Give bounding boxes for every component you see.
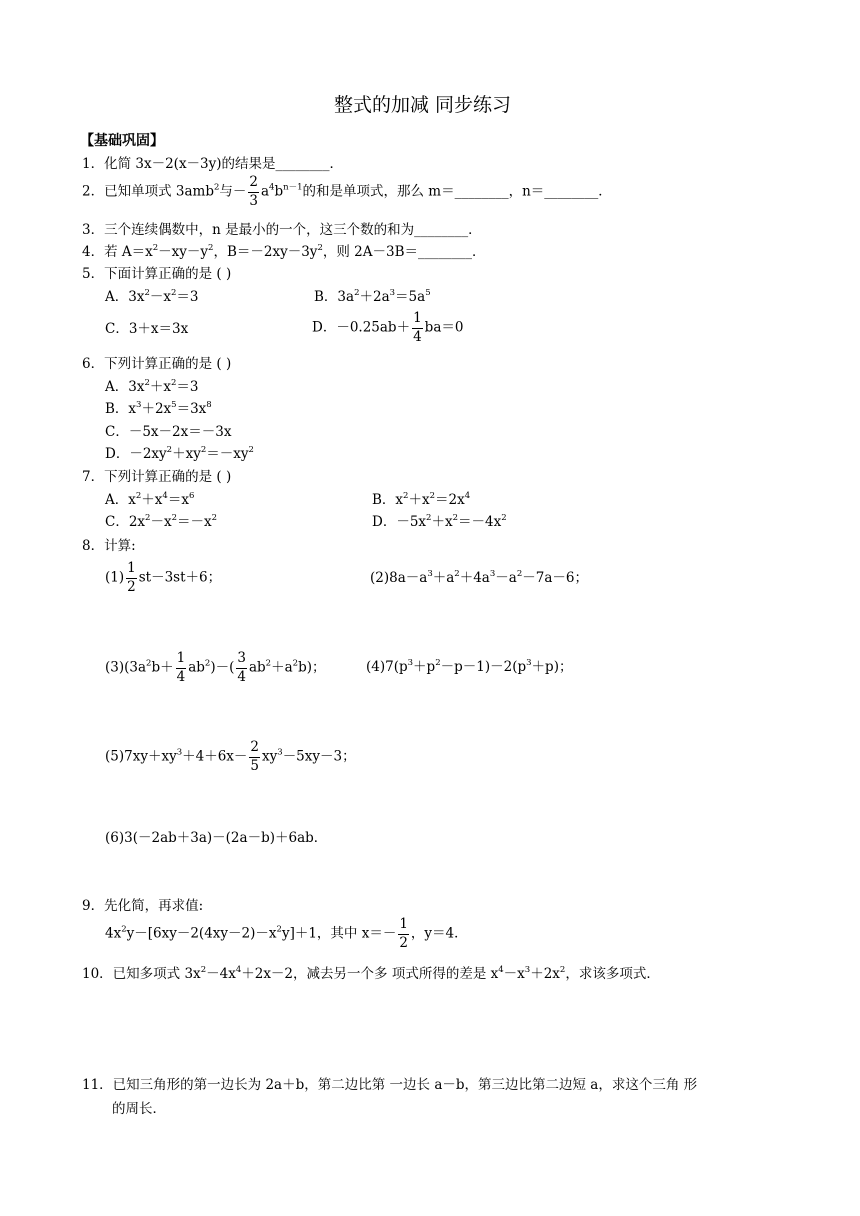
q10-exp: 4	[498, 965, 504, 975]
option-text: ＝5a	[395, 289, 426, 305]
option-text: ＝3	[176, 379, 199, 395]
part-exp: 2	[454, 569, 460, 579]
option-text: ＋2a	[359, 289, 390, 305]
q10-text: －x	[503, 966, 525, 982]
option-exp: 2	[135, 491, 142, 501]
q8-p3-fraction-2	[236, 652, 247, 684]
expr-text: y－[6xy－2(4xy－2)－x	[126, 925, 277, 942]
q5-option-b	[314, 288, 431, 305]
option-exp: 2	[248, 445, 254, 455]
option-exp: 5	[171, 400, 177, 410]
option-text: D．－0.25ab＋	[312, 319, 411, 336]
q6-option-a	[105, 378, 199, 395]
option-exp: 4	[464, 491, 471, 501]
q2-var-a: a	[260, 183, 270, 200]
part-text: (5)7xy＋xy	[105, 748, 177, 765]
q6-option-d	[105, 445, 254, 462]
part-text: xy	[262, 748, 278, 765]
q10-text: ＋2x－2，减去另一个多 项式所得的差是 x	[241, 966, 499, 982]
q9-expression	[105, 918, 468, 950]
question-4	[82, 243, 486, 260]
frac-num: 1	[398, 918, 409, 935]
part-exp: 2	[146, 658, 152, 669]
part-text: －5xy－3；	[282, 748, 356, 765]
option-text: D．－5x	[372, 514, 427, 530]
option-text: ＝－x	[177, 514, 212, 530]
part-text: －7a－6；	[522, 570, 588, 586]
option-text: B．x	[105, 401, 137, 417]
option-exp: 2	[211, 513, 218, 523]
section-heading: 【基础巩固】	[80, 133, 164, 149]
q2-text-start: 2．已知单项式 3amb	[82, 183, 214, 200]
part-text: ＋a	[432, 570, 455, 586]
option-text: ＝－xy	[206, 446, 249, 462]
expr-exp: 2	[276, 924, 282, 935]
q7-option-c	[105, 513, 218, 530]
part-exp: 3	[277, 747, 283, 758]
option-exp: 2	[501, 513, 507, 523]
question-9-stem: 9．先化简，再求值:	[82, 898, 204, 914]
question-3: 3．三个连续偶数中，n 是最小的一个，这三个数的和为________．	[82, 222, 482, 238]
q10-exp: 3	[524, 965, 531, 975]
q4-text: －xy－y	[158, 244, 209, 260]
part-text: ＋4＋6x－	[182, 748, 248, 765]
q2-frac-den: 3	[249, 192, 258, 209]
frac-num: 2	[249, 741, 260, 758]
frac-num: 1	[126, 562, 137, 579]
option-text: A．3x	[105, 289, 145, 305]
question-7-stem: 7．下列计算正确的是 ( )	[82, 469, 232, 485]
option-exp: 8	[206, 400, 212, 410]
part-text: ab	[188, 659, 205, 676]
expr-text: ，y＝4．	[410, 925, 468, 942]
part-text: )－(	[210, 659, 235, 676]
option-text: ba＝0	[424, 319, 464, 336]
option-exp: 2	[171, 513, 178, 523]
option-exp: 4	[162, 491, 168, 501]
expr-text: y]＋1，其中 x＝－	[281, 925, 397, 942]
page-title: 整式的加减 同步练习	[334, 94, 512, 116]
part-exp: 2	[516, 569, 523, 579]
q8-part-3	[105, 652, 326, 684]
part-exp: 3	[427, 569, 433, 579]
option-exp: 5	[425, 288, 431, 298]
frac-den: 5	[250, 757, 260, 774]
option-exp: 2	[200, 445, 207, 455]
part-text: (3)(3a	[105, 659, 147, 676]
q2-exp-b: n－1	[283, 182, 303, 193]
expr-exp: 2	[121, 924, 127, 935]
q8-p5-fraction	[249, 741, 260, 773]
option-text: D．－2xy	[105, 446, 167, 462]
option-exp: 2	[171, 288, 177, 298]
q10-exp: 2	[200, 965, 207, 975]
frac-num: 1	[176, 652, 187, 669]
q8-part-4	[366, 658, 573, 675]
part-exp: 2	[292, 658, 299, 669]
q4-text: ，B＝－2xy－3y	[213, 244, 318, 260]
q10-text: 10．已知多项式 3x	[82, 966, 201, 982]
question-5-stem: 5．下面计算正确的是 ( )	[82, 266, 232, 282]
q10-exp: 2	[559, 965, 566, 975]
part-text: －p－1)－2(p	[440, 659, 527, 675]
part-exp: 3	[176, 747, 183, 758]
q4-exp: 2	[208, 243, 214, 253]
q9-fraction	[398, 918, 409, 950]
q5-option-c: C．3＋x＝3x	[105, 321, 189, 337]
option-exp: 2	[426, 513, 432, 523]
q10-text: ＋2x	[530, 966, 560, 982]
part-exp: 2	[204, 658, 211, 669]
option-text: ＝－4x	[458, 514, 502, 530]
part-exp: 3	[407, 658, 414, 668]
part-text: ＋p	[413, 659, 436, 675]
frac-den: 2	[399, 934, 408, 951]
option-text: ＋x	[141, 492, 163, 508]
option-text: ＋xy	[172, 446, 201, 462]
part-text: (4)7(p	[366, 659, 408, 675]
option-exp: 2	[145, 513, 151, 523]
option-exp: 6	[188, 491, 195, 501]
q8-part-1	[105, 562, 221, 594]
option-text: －x	[150, 514, 172, 530]
q7-option-b	[372, 491, 471, 508]
option-exp: 2	[354, 288, 360, 298]
option-exp: 3	[389, 288, 396, 298]
q2-exp-a: 4	[269, 182, 275, 193]
part-exp: 2	[265, 658, 272, 669]
part-exp: 3	[489, 569, 496, 579]
q2-text-mid: 与－	[219, 183, 247, 200]
q10-exp: 4	[235, 965, 242, 975]
q2-text-end: 的和是单项式，那么 m＝________，n＝________．	[302, 183, 612, 200]
frac-den: 4	[413, 328, 422, 345]
part-text: b＋	[151, 659, 174, 676]
q4-exp: 2	[152, 243, 159, 253]
option-text: B．3a	[314, 289, 355, 305]
option-text: C．2x	[105, 514, 146, 530]
part-text: (1)	[105, 569, 125, 586]
q2-var-b: b	[274, 183, 284, 200]
q8-p1-fraction	[126, 562, 137, 594]
frac-num: 3	[236, 652, 247, 669]
option-exp: 2	[144, 378, 150, 388]
q4-text: ，则 2A－3B＝________．	[322, 244, 486, 260]
part-text: ＋p)；	[531, 659, 573, 675]
q10-text: －4x	[206, 966, 236, 982]
question-11-line-2: 的周长．	[112, 1101, 166, 1117]
option-text: ＋x	[149, 379, 171, 395]
q2-exp: 2	[213, 182, 220, 193]
part-text: ab	[248, 659, 266, 676]
q8-part-6: (6)3(－2ab＋3a)－(2a－b)＋6ab．	[105, 830, 328, 846]
q2-frac-num: 2	[248, 176, 259, 193]
option-text: ＋x	[408, 492, 430, 508]
option-exp: 2	[429, 491, 436, 501]
frac-num: 1	[412, 312, 423, 329]
q8-p3-fraction-1	[176, 652, 187, 684]
option-exp: 2	[452, 513, 458, 523]
option-exp: 2	[166, 445, 173, 455]
question-2	[82, 176, 612, 208]
q5-option-d	[312, 312, 463, 344]
option-text: ＝2x	[435, 492, 465, 508]
question-6-stem: 6．下列计算正确的是 ( )	[82, 356, 232, 372]
frac-den: 2	[127, 578, 136, 595]
part-text: ＋4a	[459, 570, 490, 586]
option-exp: 2	[171, 378, 177, 388]
part-text: ＋a	[271, 659, 293, 676]
q10-text: ，求该多项式．	[565, 966, 660, 982]
q5-option-a	[105, 288, 199, 305]
q4-exp: 2	[317, 243, 323, 253]
q2-fraction	[248, 176, 259, 208]
q6-option-c: C．－5x－2x＝－3x	[105, 424, 232, 440]
q8-part-5	[105, 741, 356, 773]
option-text: ＝x	[167, 492, 189, 508]
option-text: ＝3	[176, 289, 199, 305]
part-exp: 2	[435, 658, 441, 668]
option-text: ＋x	[431, 514, 453, 530]
part-exp: 3	[526, 658, 532, 668]
q5-d-fraction	[412, 312, 423, 344]
option-text: A．3x	[105, 379, 145, 395]
option-text: A．x	[105, 492, 136, 508]
question-1: 1．化简 3x－2(x－3y)的结果是________．	[82, 156, 344, 172]
part-text: (2)8a－a	[370, 570, 428, 586]
question-10	[82, 965, 660, 982]
option-text: B．x	[372, 492, 404, 508]
part-text: b)；	[298, 659, 326, 676]
option-exp: 3	[136, 400, 142, 410]
q6-option-b	[105, 400, 212, 417]
q7-option-d	[372, 513, 507, 530]
q8-part-2	[370, 569, 588, 586]
option-text: ＝3x	[176, 401, 207, 417]
q7-option-a	[105, 491, 195, 508]
part-text: －a	[495, 570, 517, 586]
frac-den: 4	[176, 668, 186, 685]
part-text: st－3st＋6；	[138, 569, 222, 586]
question-11-line-1: 11．已知三角形的第一边长为 2a＋b，第二边比第 一边长 a－b，第三边比第二边短 a，求这个三角 形	[82, 1077, 698, 1093]
frac-den: 4	[237, 668, 246, 685]
question-8-stem: 8．计算:	[82, 538, 136, 554]
option-exp: 2	[403, 491, 409, 501]
option-text: －x	[149, 289, 171, 305]
option-exp: 2	[144, 288, 150, 298]
option-text: ＋2x	[141, 401, 172, 417]
q4-text: 4．若 A＝x	[82, 244, 153, 260]
expr-text: 4x	[105, 925, 122, 942]
